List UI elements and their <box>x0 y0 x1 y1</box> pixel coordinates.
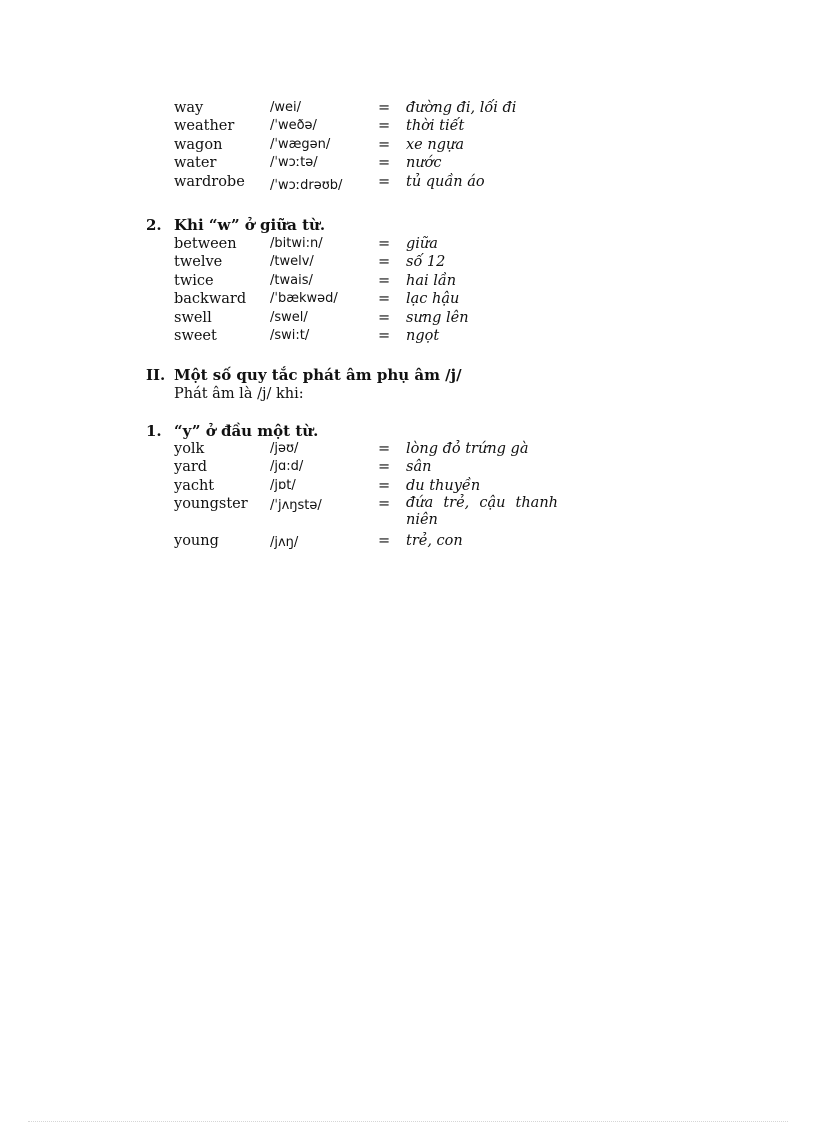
equals-sign: = <box>378 155 391 172</box>
vocab-ipa: /ˈjʌŋstə/ <box>270 498 322 514</box>
section-number: 1. <box>146 422 162 440</box>
vocab-ipa: /jɑ:d/ <box>270 459 304 475</box>
vocab-row <box>0 327 816 345</box>
vocab-ipa: /jɒt/ <box>270 477 296 493</box>
equals-sign: = <box>378 236 391 252</box>
vocab-ipa: /bitwi:n/ <box>270 236 323 251</box>
vocab-word: twelve <box>174 254 223 271</box>
vocab-meaning: nước <box>406 155 442 172</box>
equals-sign: = <box>378 173 391 190</box>
section-title: “y” ở đầu một từ. <box>174 422 319 440</box>
page-bottom-divider <box>28 1121 788 1122</box>
vocab-word: between <box>174 236 237 252</box>
vocab-word: swell <box>174 309 212 326</box>
vocab-meaning: số 12 <box>406 254 446 271</box>
vocab-meaning-line-1: đứa trẻ, cậu thanh <box>406 495 558 512</box>
vocab-row <box>0 253 816 271</box>
section-number: 2. <box>146 216 162 234</box>
equals-sign: = <box>378 477 391 494</box>
vocab-meaning: xe ngựa <box>406 136 464 153</box>
vocab-word: backward <box>174 291 247 308</box>
vocab-meaning: giữa <box>406 236 438 252</box>
equals-sign: = <box>378 272 391 289</box>
vocab-row <box>0 458 816 476</box>
y-start-word-list <box>0 440 816 551</box>
vocab-row <box>0 136 816 154</box>
w-middle-word-list <box>0 235 816 345</box>
vocab-meaning: đường đi, lối đi <box>406 100 517 116</box>
vocab-meaning: thời tiết <box>406 118 465 135</box>
equals-sign: = <box>378 100 391 116</box>
vocab-row <box>0 117 816 135</box>
vocab-ipa: /twelv/ <box>270 254 314 270</box>
vocab-ipa: /ˈwɔːtə/ <box>270 155 318 171</box>
vocab-ipa: /swel/ <box>270 309 308 325</box>
vocab-ipa: /jʌŋ/ <box>270 535 299 551</box>
vocab-meaning: lạc hậu <box>406 291 460 308</box>
vocab-row <box>0 290 816 308</box>
vocab-row <box>0 99 816 117</box>
vocab-ipa: /ˈbækwəd/ <box>270 291 338 307</box>
vocab-ipa: /ˈwægən/ <box>270 136 331 152</box>
equals-sign: = <box>378 118 391 135</box>
vocab-ipa: /wei/ <box>270 100 302 115</box>
equals-sign: = <box>378 496 391 513</box>
vocab-meaning: sưng lên <box>406 309 469 326</box>
equals-sign: = <box>378 441 391 457</box>
vocab-meaning: trẻ, con <box>406 533 463 550</box>
vocab-row <box>0 532 816 550</box>
vocab-row <box>0 173 816 191</box>
vocab-meaning: du thuyền <box>406 477 481 494</box>
section-title: Khi “w” ở giữa từ. <box>174 216 326 234</box>
vocab-row <box>0 440 816 458</box>
section-number: II. <box>146 366 166 384</box>
vocab-row <box>0 477 816 495</box>
vocab-word: wagon <box>174 136 223 153</box>
equals-sign: = <box>378 309 391 326</box>
vocab-ipa: /twais/ <box>270 272 313 288</box>
vocab-word: yolk <box>174 441 205 457</box>
vocab-word: yard <box>174 459 208 476</box>
vocab-word: youngster <box>174 496 248 513</box>
vocab-meaning-line-2: niên <box>406 512 438 529</box>
vocab-meaning <box>406 495 558 529</box>
vocab-ipa: /ˈweðə/ <box>270 118 317 134</box>
vocab-row <box>0 495 816 532</box>
vocab-ipa: /ˈwɔːdrəʊb/ <box>270 177 343 193</box>
vocab-row <box>0 272 816 290</box>
vocab-row <box>0 309 816 327</box>
vocab-word: young <box>174 533 219 550</box>
vocab-ipa: /jəʊ/ <box>270 441 299 456</box>
vocab-word: wardrobe <box>174 173 245 190</box>
equals-sign: = <box>378 459 391 476</box>
vocab-row <box>0 154 816 172</box>
section-title: Một số quy tắc phát âm phụ âm /j/ <box>174 366 462 384</box>
equals-sign: = <box>378 533 391 550</box>
equals-sign: = <box>378 254 391 271</box>
equals-sign: = <box>378 327 391 344</box>
vocab-meaning: lòng đỏ trứng gà <box>406 441 529 457</box>
vocab-word: way <box>174 100 204 116</box>
vocab-meaning: sân <box>406 459 432 476</box>
vocab-word: water <box>174 155 217 172</box>
vocab-row <box>0 235 816 253</box>
vocab-word: weather <box>174 118 235 135</box>
vocab-word: sweet <box>174 327 217 344</box>
equals-sign: = <box>378 291 391 308</box>
vocab-word: twice <box>174 272 214 289</box>
vocab-meaning: tủ quần áo <box>406 173 485 190</box>
vocab-meaning: ngọt <box>406 327 440 344</box>
vocab-ipa: /swi:t/ <box>270 327 310 343</box>
section-intro: Phát âm là /j/ khi: <box>174 386 304 402</box>
equals-sign: = <box>378 136 391 153</box>
vocab-meaning: hai lần <box>406 272 457 289</box>
vocab-word: yacht <box>174 477 215 494</box>
w-start-word-list <box>0 99 816 191</box>
